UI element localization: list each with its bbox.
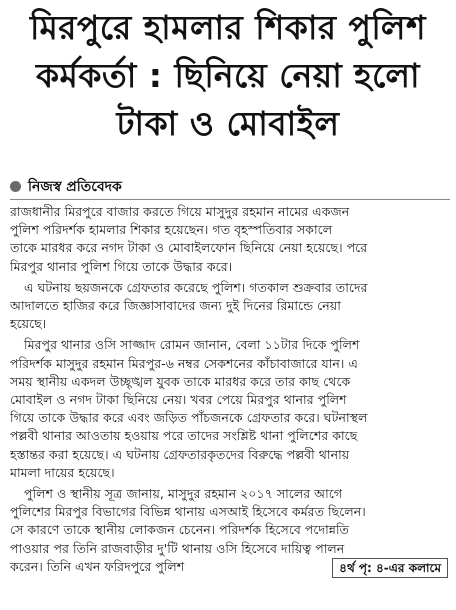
- headline: [0, 4, 456, 148]
- text-line: আদালতে হাজির করে জিজ্ঞাসাবাদের জন্য দুই দিনের রিমান্ডে নেয়া: [10, 298, 341, 314]
- text-line: পুলিশ ও স্থানীয় সূত্র জানায়, মাসুদুর রহমান ২০১৭ সালের আগে: [24, 486, 343, 502]
- text-line: সময় স্থানীয় একদল উচ্ছৃঙ্খল যুবক তাকে মারধর করে তার কাছ থেকে: [10, 373, 351, 389]
- text-line: পরিদর্শক মাসুদুর রহমান মিরপুর-৬ নম্বর সেকশনের কাঁচাবাজারে যান। এ: [10, 355, 358, 371]
- text-line: পাওয়ার পর তিনি রাজবাড়ীর দু'টি থানায় ওসি হিসেবে দায়িত্ব পালন: [10, 540, 345, 556]
- text-line: তাকে মারধর করে নগদ টাকা ও মোবাইলফোন ছিনিয়ে নেয়া হয়েছে। পরে: [10, 240, 368, 256]
- text-line: পুলিশের মিরপুর বিভাগের বিভিন্ন থানায় এসআই হিসেবে কর্মরত ছিলেন।: [10, 504, 366, 520]
- last-line-row: [10, 558, 450, 576]
- headline-line-3: টাকা ও মোবাইল: [116, 104, 340, 143]
- text-line: হস্তান্তর করা হয়েছে। এ ঘটনায় গ্রেফতারকৃতদের বিরুদ্ধে পল্লবী থানায়: [10, 446, 350, 462]
- article-body: [10, 203, 450, 579]
- text-line: করেন। তিনি এখন ফরিদপুরে পুলিশ: [10, 558, 185, 574]
- text-line: মিরপুর থানার পুলিশ গিয়ে তাকে উদ্ধার করে।: [10, 258, 233, 274]
- paragraph-3: [10, 336, 450, 482]
- divider: [10, 199, 450, 200]
- text-line: পুলিশ পরিদর্শক হামলার শিকার হয়েছেন। গত বৃহস্পতিবার সকালে: [10, 222, 333, 238]
- byline-row: [10, 176, 450, 198]
- paragraph-1: [10, 203, 450, 276]
- text-line: এ ঘটনায় ছয়জনকে গ্রেফতার করেছে পুলিশ। গতকাল শুক্রবার তাদের: [24, 279, 368, 295]
- text-line: গিয়ে তাকে উদ্ধার করে এবং জড়িত পাঁচজনকে গ্রেফতার করে। ঘটনাস্থল: [10, 410, 368, 426]
- paragraph-2: [10, 279, 450, 334]
- text-line: পল্লবী থানার আওতায় হওয়ায় পরে তাদের সংশ্লিষ্ট থানা পুলিশের কাছে: [10, 428, 358, 444]
- text-line: রাজধানীর মিরপুরে বাজার করতে গিয়ে মাসুদুর রহমান নামের একজন: [10, 204, 350, 219]
- text-line: মিরপুর থানার ওসি সাজ্জাদ রোমন জানান, বেলা ১১টার দিকে পুলিশ: [24, 337, 360, 353]
- text-line: মোবাইল ও নগদ টাকা ছিনিয়ে নেয়। খবর পেয়ে মিরপুর থানার পুলিশ: [10, 392, 347, 408]
- text-line: মামলা দায়ের হয়েছে।: [10, 464, 115, 480]
- paragraph-4: [10, 485, 450, 576]
- bullet-icon: [10, 181, 21, 192]
- text-line: সে কারণে তাকে স্থানীয় লোকজন চেনেন। পরিদর্শক হিসেবে পদোন্নতি: [10, 522, 350, 538]
- headline-line-1: মিরপুরে হামলার শিকার পুলিশ: [30, 8, 426, 47]
- text-line: হয়েছে।: [10, 316, 47, 332]
- headline-line-2: কর্মকর্তা : ছিনিয়ে নেয়া হলো: [35, 56, 421, 95]
- continued-on-page-link[interactable]: ৪র্থ পৃ: ৪-এর কলামে: [332, 558, 448, 578]
- byline: নিজস্ব প্রতিবেদক: [28, 179, 122, 195]
